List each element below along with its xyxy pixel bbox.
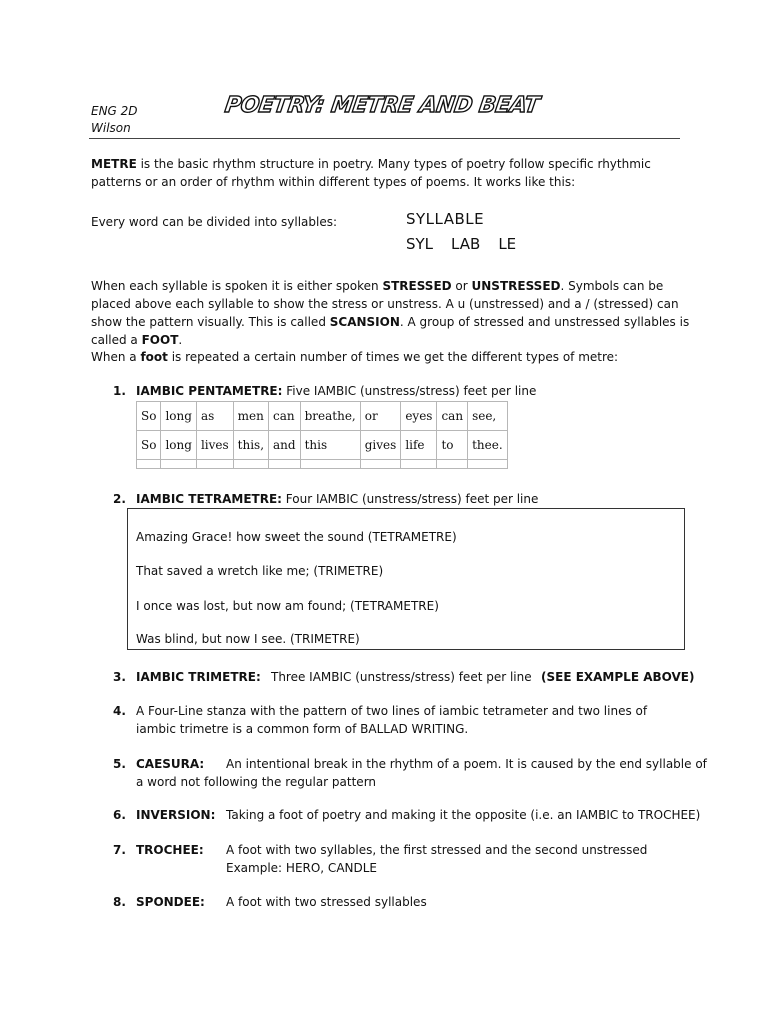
table-cell: this, [233, 431, 268, 460]
text-run: . A group of stressed and unstressed syllables is called a [91, 315, 690, 347]
item-number: 8. [113, 895, 126, 909]
text-run: . [178, 333, 183, 347]
text-run: When a [91, 350, 141, 364]
poem-line: That saved a wretch like me; (TRIMETRE) [136, 564, 384, 578]
table-cell: long [161, 402, 196, 431]
scansion-paragraph [91, 277, 691, 349]
stressed-term: STRESSED [382, 279, 452, 293]
item-term: CAESURA: [136, 757, 205, 771]
table-row [137, 431, 508, 460]
table-cell: breathe, [300, 402, 360, 431]
item-number: 6. [113, 808, 126, 822]
item-description: Taking a foot of poetry and making it the opposite (i.e. an IAMBIC to TROCHEE) [226, 808, 701, 822]
metre-definition [91, 155, 691, 191]
table-cell: gives [360, 431, 401, 460]
item-label [136, 490, 538, 508]
text-run: is repeated a certain number of times we get the different types of metre: [167, 350, 619, 364]
foot-term: foot [140, 350, 168, 364]
item-term: INVERSION: [136, 808, 216, 822]
syllable-prompt: Every word can be divided into syllables: [91, 215, 338, 229]
item-term: IAMBIC TETRAMETRE: [136, 492, 282, 506]
table-cell: as [196, 402, 233, 431]
item-number: 5. [113, 757, 126, 771]
table-row-empty [137, 460, 508, 469]
item-term: SPONDEE: [136, 895, 205, 909]
foot-term: FOOT [141, 333, 179, 347]
unstressed-term: UNSTRESSED [471, 279, 561, 293]
item-description: Five IAMBIC (unstress/stress) feet per line [282, 384, 537, 398]
item-example: Example: HERO, CANDLE [226, 861, 378, 875]
table-cell: and [269, 431, 301, 460]
poem-line: I once was lost, but now am found; (TETRAMETRE) [136, 599, 439, 613]
table-cell: can [269, 402, 301, 431]
syllable-part: SYL [406, 235, 434, 253]
table-cell: lives [196, 431, 233, 460]
table-cell: see, [468, 402, 508, 431]
poem-line: Was blind, but now I see. (TRIMETRE) [136, 632, 360, 646]
syllable-part: LE [498, 235, 517, 253]
table-cell: So [137, 402, 161, 431]
text-run: When each syllable is spoken it is either spoken [91, 279, 383, 293]
table-cell: or [360, 402, 401, 431]
syllable-example-split [406, 235, 534, 253]
table-cell: life [401, 431, 437, 460]
pentameter-table [136, 401, 508, 469]
item-number: 7. [113, 843, 126, 857]
table-cell: eyes [401, 402, 437, 431]
course-code: ENG 2D [91, 104, 138, 118]
syllable-part: LAB [451, 235, 481, 253]
item-term: IAMBIC TRIMETRE: [136, 670, 261, 684]
poem-line: Amazing Grace! how sweet the sound (TETRAMETRE) [136, 530, 457, 544]
item-description: A foot with two stressed syllables [226, 895, 427, 909]
table-cell: So [137, 431, 161, 460]
item-number: 3. [113, 670, 126, 684]
item-description: A Four-Line stanza with the pattern of two lines of iambic tetrameter and two lines of iambic trimetre is a common form of BALLAD WRITING. [136, 704, 648, 736]
header-divider [89, 138, 680, 139]
text-run: . Symbols can be placed above each syllable to show the stress or unstress. A u (unstressed) and a / (stressed) can show the pattern visually. This is called [91, 279, 679, 329]
item-description-continued: a word not following the regular pattern [136, 775, 377, 789]
table-cell: men [233, 402, 268, 431]
item-number: 4. [113, 704, 126, 718]
table-row [137, 402, 508, 431]
metre-types-intro [91, 348, 691, 366]
item-number: 2. [113, 492, 126, 506]
item-number: 1. [113, 384, 126, 398]
metre-term: METRE [91, 157, 137, 171]
item-description: Four IAMBIC (unstress/stress) feet per line [281, 492, 539, 506]
item-note: (SEE EXAMPLE ABOVE) [541, 670, 695, 684]
table-cell: can [437, 402, 468, 431]
teacher-name: Wilson [91, 121, 131, 135]
item-label [136, 382, 536, 400]
text-run: or [451, 279, 472, 293]
table-cell: to [437, 431, 468, 460]
table-cell: thee. [468, 431, 508, 460]
table-cell: this [300, 431, 360, 460]
item-description: A foot with two syllables, the first stressed and the second unstressed [226, 843, 648, 857]
scansion-term: SCANSION [329, 315, 400, 329]
tetrameter-example-box [127, 508, 685, 650]
metre-definition-text: is the basic rhythm structure in poetry. Many types of poetry follow specific rhythmic patterns or an order of rhythm within different types of poems. It works like this: [91, 157, 651, 189]
page-title: POETRY: METRE AND BEAT [223, 93, 541, 118]
item-description: An intentional break in the rhythm of a poem. It is caused by the end syllable of [226, 757, 707, 771]
item-description: Three IAMBIC (unstress/stress) feet per line [271, 670, 532, 684]
syllable-example-word: SYLLABLE [406, 210, 485, 228]
table-cell: long [161, 431, 196, 460]
item-term: TROCHEE: [136, 843, 204, 857]
item-term: IAMBIC PENTAMETRE: [136, 384, 283, 398]
